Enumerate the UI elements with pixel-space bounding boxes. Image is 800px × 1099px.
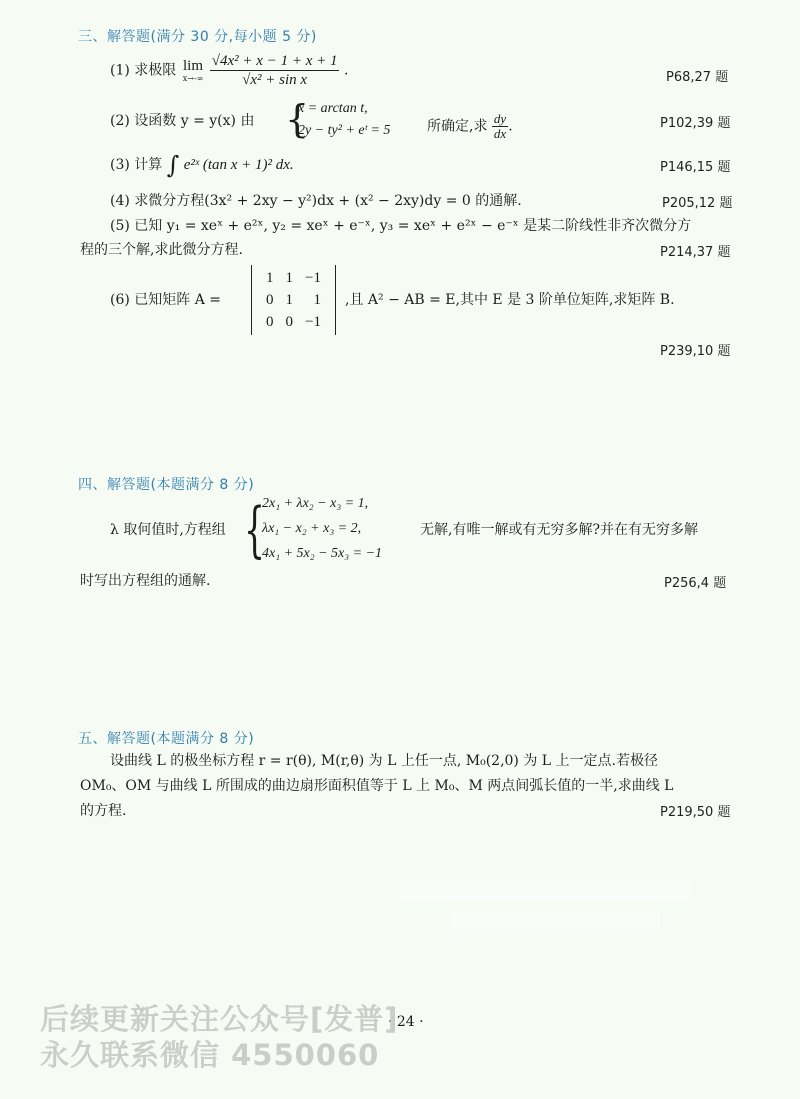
question-5-ref: P214,37 题 xyxy=(660,245,731,260)
section-5-header: 五、解答题(本题满分 8 分) xyxy=(78,731,255,747)
page-number: · 24 · xyxy=(388,1014,424,1030)
question-3: (3) 计算 ∫ e²ˣ (tan x + 1)² dx. xyxy=(110,151,294,179)
section-4-prefix: λ 取何值时,方程组 xyxy=(110,522,226,538)
param-eq-2: 2y − ty² + eᵗ = 5 xyxy=(298,123,391,138)
section-5-line-1: 设曲线 L 的极坐标方程 r = r(θ), M(r,θ) 为 L 上任一点, M₀(2,0) 为 L 上一定点.若极径 xyxy=(110,753,658,769)
question-6-ref: P239,10 题 xyxy=(660,344,731,359)
integral-sign: ∫ xyxy=(166,151,180,179)
section-5-line-3: 的方程. xyxy=(80,803,127,819)
question-6-label: (6) 已知矩阵 A = xyxy=(110,292,222,308)
limit-operator: lim x→-∞ xyxy=(182,58,204,83)
question-5-line-2: 程的三个解,求此微分方程. xyxy=(80,242,243,258)
system-brace: { xyxy=(285,97,310,141)
section-5-line-2: OM₀、OM 与曲线 L 所围成的曲边扇形面积值等于 L 上 M₀、M 两点间弧长值的一半,求曲线 L xyxy=(80,778,674,794)
section-3-header: 三、解答题(满分 30 分,每小题 5 分) xyxy=(78,29,317,45)
linear-eq-1: 2x₁ + λx₂ − x₃ = 1, xyxy=(262,496,369,511)
watermark-line-2: 永久联系微信 4550060 xyxy=(40,1038,380,1072)
question-2-label: (2) 设函数 y = y(x) 由 xyxy=(110,113,255,129)
section-4-ref: P256,4 题 xyxy=(664,576,727,591)
question-1: (1) 求极限 lim x→-∞ $\frac{\text{√4x² + x − 1 + x + 1}}{\text{√x² + sin x}}$ . xyxy=(110,53,349,88)
section-4-question: 无解,有唯一解或有无穷多解?并在有无穷多解 xyxy=(420,522,698,538)
question-4: (4) 求微分方程(3x² + 2xy − y²)dx + (x² − 2xy)dy = 0 的通解. xyxy=(110,193,522,209)
question-5-line-1: (5) 已知 y₁ = xeˣ + e²ˣ, y₂ = xeˣ + e⁻ˣ, y₃ = xeˣ + e²ˣ − e⁻ˣ 是某二阶线性非齐次微分方 xyxy=(110,218,692,234)
matrix-row: 0 0 −1 xyxy=(266,313,321,330)
question-1-ref: P68,27 题 xyxy=(666,70,729,85)
faded-area xyxy=(400,880,690,902)
linear-eq-2: λx₁ − x₂ + x₃ = 2, xyxy=(262,521,362,536)
section-4-line-2: 时写出方程组的通解. xyxy=(80,573,211,589)
matrix-row: 0 1 1 xyxy=(266,291,321,308)
derivative-fraction: $\frac{dy}{dx}$ xyxy=(493,111,507,141)
question-1-label: (1) 求极限 xyxy=(110,62,177,79)
question-2-ref: P102,39 题 xyxy=(660,116,731,131)
faded-area xyxy=(450,910,660,930)
param-eq-1: x = arctan t, xyxy=(298,101,368,116)
matrix-A xyxy=(251,265,336,335)
linear-eq-3: 4x₁ + 5x₂ − 5x₃ = −1 xyxy=(262,546,383,561)
system-brace-large: { xyxy=(244,495,266,565)
question-2-tail: 所确定,求 $\frac{dy}{dx}$ . xyxy=(427,111,513,141)
watermark-line-1: 后续更新关注公众号[发普] xyxy=(40,1002,399,1036)
section-4-header: 四、解答题(本题满分 8 分) xyxy=(78,477,255,493)
question-6-tail: ,且 A² − AB = E,其中 E 是 3 阶单位矩阵,求矩阵 B. xyxy=(345,292,675,308)
matrix-row: 1 1 −1 xyxy=(266,269,321,286)
section-5-ref: P219,50 题 xyxy=(660,805,731,820)
limit-fraction: $\frac{\text{√4x² + x − 1 + x + 1}}{\text{√x² + sin x}}$ xyxy=(211,53,338,88)
question-4-ref: P205,12 题 xyxy=(662,196,733,211)
question-3-ref: P146,15 题 xyxy=(660,160,731,175)
